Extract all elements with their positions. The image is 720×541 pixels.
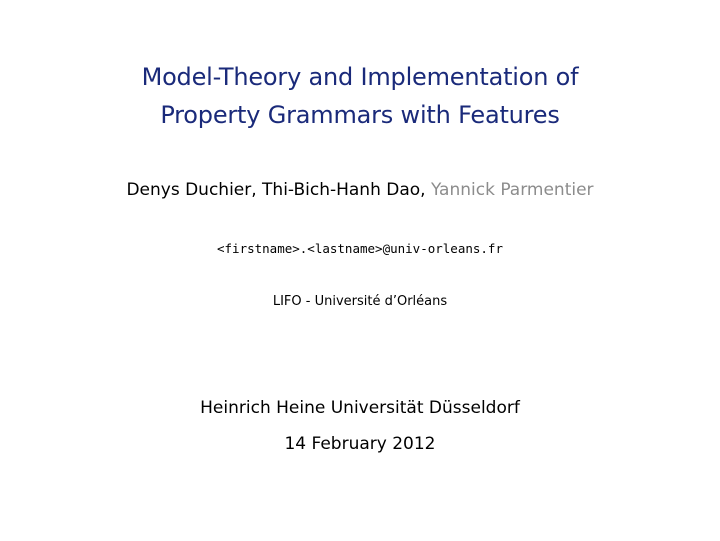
author-name-secondary: Yannick Parmentier bbox=[430, 180, 594, 200]
event-venue: Heinrich Heine Universität Düsseldorf bbox=[200, 398, 520, 418]
author-email: <firstname>.<lastname>@univ-orleans.fr bbox=[217, 241, 503, 256]
author-list bbox=[0, 176, 720, 204]
slide-title-line-1: Model-Theory and Implementation of bbox=[141, 63, 579, 91]
slide-title-line-2: Property Grammars with Features bbox=[160, 101, 560, 129]
event-date: 14 February 2012 bbox=[284, 434, 436, 454]
author-names-primary: Denys Duchier, Thi-Bich-Hanh Dao, bbox=[126, 180, 426, 200]
affiliation: LIFO - Université d’Orléans bbox=[272, 294, 448, 309]
